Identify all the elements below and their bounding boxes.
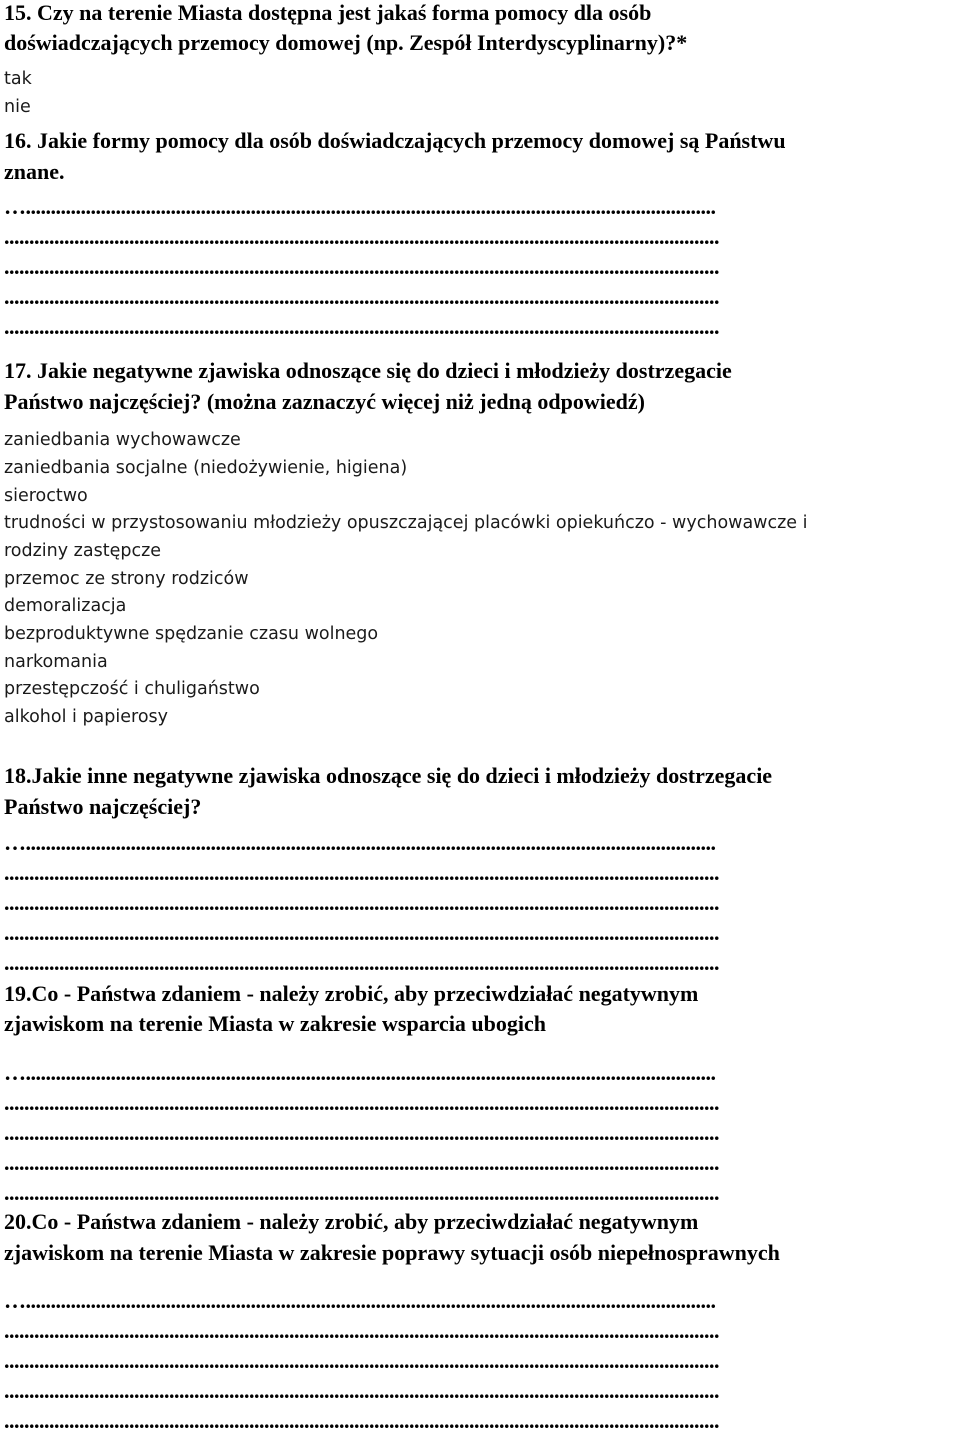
answer-line[interactable]: ….......................................................................................................................................... [4, 1290, 716, 1312]
answer-line[interactable]: ............................................................................................................................................... [4, 1122, 719, 1144]
question-16-line-1: 16. Jakie formy pomocy dla osób doświadczających przemocy domowej są Państwu [4, 128, 786, 153]
answer-line[interactable]: ............................................................................................................................................... [4, 862, 719, 884]
option-trudnosci-continued: rodziny zastępcze [4, 541, 162, 561]
option-demoralizacja[interactable]: demoralizacja [4, 596, 127, 616]
answer-line[interactable]: ............................................................................................................................................... [4, 226, 719, 248]
option-alkohol-i-papierosy[interactable]: alkohol i papierosy [4, 707, 169, 727]
answer-line[interactable]: ….......................................................................................................................................... [4, 832, 716, 854]
option-narkomania[interactable]: narkomania [4, 652, 108, 672]
answer-line[interactable]: ............................................................................................................................................... [4, 1380, 719, 1402]
answer-line[interactable]: ............................................................................................................................................... [4, 1152, 719, 1174]
question-19-line-1: 19.Co - Państwa zdaniem - należy zrobić, aby przeciwdziałać negatywnym [4, 981, 699, 1006]
question-20-line-2: zjawiskom na terenie Miasta w zakresie poprawy sytuacji osób niepełnosprawnych [4, 1240, 780, 1265]
question-15-line-2: doświadczających przemocy domowej (np. Zespół Interdyscyplinarny)?* [4, 30, 688, 55]
answer-line[interactable]: ............................................................................................................................................... [4, 1350, 719, 1372]
answer-line[interactable]: ............................................................................................................................................... [4, 286, 719, 308]
question-17-line-1: 17. Jakie negatywne zjawiska odnoszące się do dzieci i młodzieży dostrzegacie [4, 358, 732, 383]
option-sieroctwo[interactable]: sieroctwo [4, 486, 88, 506]
answer-line[interactable]: ............................................................................................................................................... [4, 1182, 719, 1204]
question-15-line-1: 15. Czy na terenie Miasta dostępna jest jakaś forma pomocy dla osób [4, 0, 652, 25]
question-18-line-1: 18.Jakie inne negatywne zjawiska odnoszące się do dzieci i młodzieży dostrzegacie [4, 763, 773, 788]
answer-line[interactable]: ….......................................................................................................................................... [4, 1062, 716, 1084]
answer-line[interactable]: ............................................................................................................................................... [4, 922, 719, 944]
question-17-note: (można zaznaczyć więcej niż jedną odpowiedź) [206, 389, 645, 414]
question-17-line-2 [4, 387, 956, 416]
answer-line[interactable]: ............................................................................................................................................... [4, 1320, 719, 1342]
answer-line[interactable]: ............................................................................................................................................... [4, 892, 719, 914]
question-19-line-2: zjawiskom na terenie Miasta w zakresie wsparcia ubogich [4, 1011, 547, 1036]
question-18-line-2: Państwo najczęściej? [4, 794, 202, 819]
answer-line[interactable]: ….......................................................................................................................................... [4, 196, 716, 218]
question-20-line-1: 20.Co - Państwa zdaniem - należy zrobić, aby przeciwdziałać negatywnym [4, 1209, 699, 1234]
answer-line[interactable]: ............................................................................................................................................... [4, 1092, 719, 1114]
answer-line[interactable]: ............................................................................................................................................... [4, 1410, 719, 1432]
answer-line[interactable]: ............................................................................................................................................... [4, 256, 719, 278]
option-tak[interactable]: tak [4, 69, 32, 89]
option-zaniedbania-wychowawcze[interactable]: zaniedbania wychowawcze [4, 430, 241, 450]
answer-line[interactable]: ............................................................................................................................................... [4, 316, 719, 338]
option-przemoc-ze-strony-rodzicow[interactable]: przemoc ze strony rodziców [4, 569, 249, 589]
answer-line[interactable]: ............................................................................................................................................... [4, 952, 719, 974]
option-przestepczosc-i-chuliganstwo[interactable]: przestępczość i chuligaństwo [4, 679, 260, 699]
question-17-line-2-main: Państwo najczęściej? [4, 389, 202, 414]
option-trudnosci-w-przystosowaniu[interactable]: trudności w przystosowaniu młodzieży opuszczającej placówki opiekuńczo - wychowawcze i [4, 513, 808, 533]
option-bezproduktywne-spedzanie-czasu[interactable]: bezproduktywne spędzanie czasu wolnego [4, 624, 379, 644]
option-nie[interactable]: nie [4, 97, 31, 117]
question-16-line-2: znane. [4, 159, 65, 184]
option-zaniedbania-socjalne[interactable]: zaniedbania socjalne (niedożywienie, higiena) [4, 458, 408, 478]
